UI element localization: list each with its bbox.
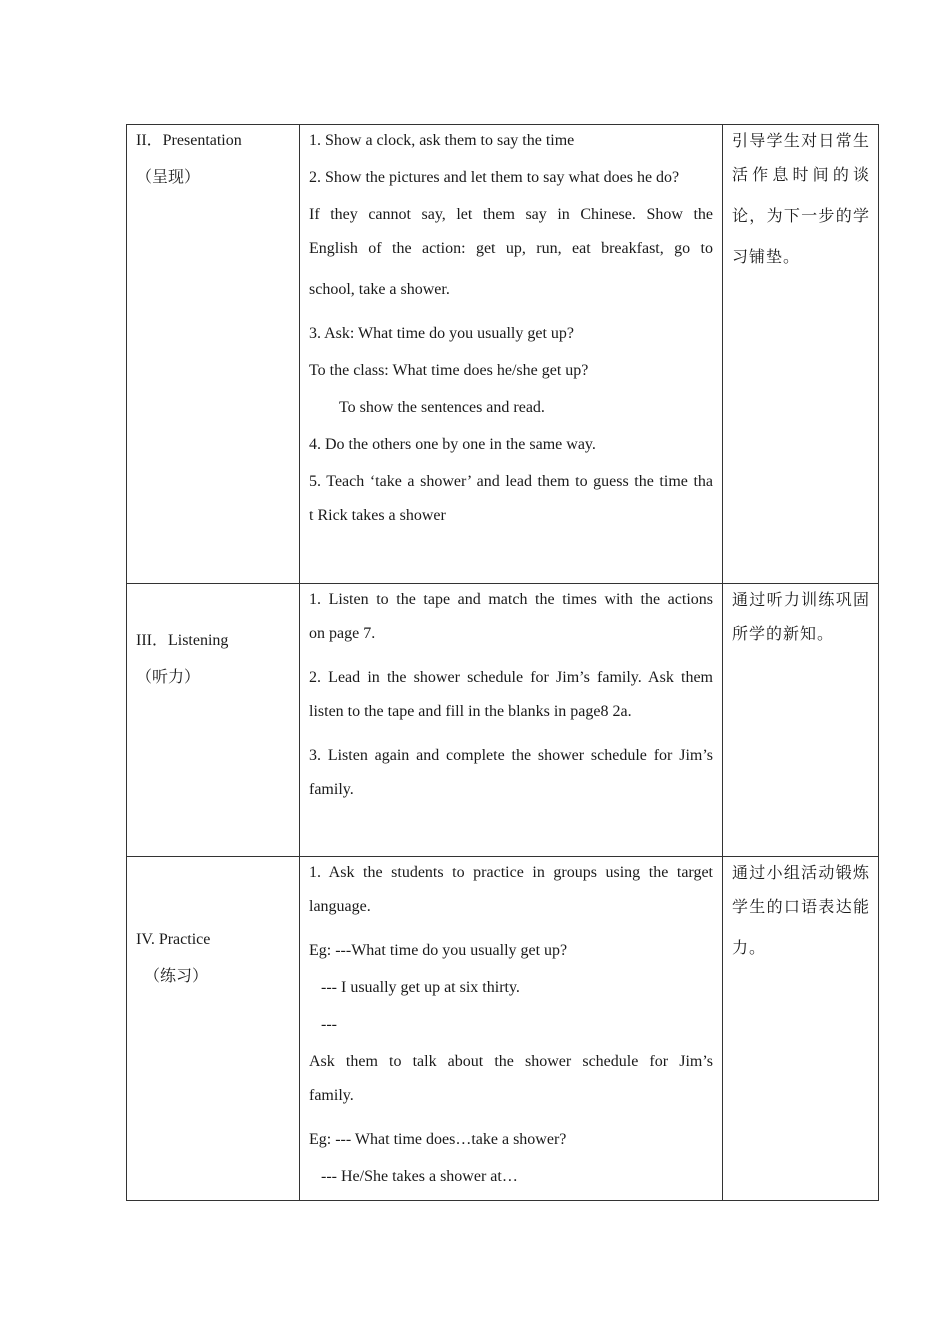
content-line: family. [309,1087,354,1104]
lesson-plan-table [126,124,879,1201]
stage-subtitle: （呈现） [136,169,201,186]
content-line: 3. Listen again and complete the shower schedule for Jim’s [309,747,713,764]
content-line: --- [321,1016,337,1033]
content-cell [300,857,723,1201]
note-line: 学生的口语表达能 [732,897,870,916]
note-line: 引导学生对日常生 [732,131,870,150]
stage-cell [127,125,300,584]
content-line: 2. Show the pictures and let them to say what does he do? [309,169,680,186]
note-line: 力。 [732,938,767,957]
content-line: listen to the tape and fill in the blanks in page8 2a. [309,703,632,720]
content-line: 1. Show a clock, ask them to say the time [309,132,575,149]
content-line: school, take a shower. [309,281,450,298]
content-line: language. [309,898,371,915]
table-row [127,125,879,584]
note-line: 通过听力训练巩固 [732,590,870,609]
stage-title: IV. Practice [136,931,211,948]
content-line: To the class: What time does he/she get up? [309,362,589,379]
content-line: 2. Lead in the shower schedule for Jim’s family. Ask them [309,669,713,686]
content-line: English of the action: get up, run, eat breakfast, go to [309,240,713,257]
note-line: 所学的新知。 [732,624,835,643]
stage-cell [127,857,300,1201]
stage-subtitle: （听力） [136,669,201,686]
content-line: 3. Ask: What time do you usually get up? [309,325,575,342]
content-line: To show the sentences and read. [339,399,545,416]
content-line: 5. Teach ‘take a shower’ and lead them to guess the time tha [309,473,713,490]
note-cell [723,857,879,1201]
stage-title: II．Presentation [136,132,242,149]
content-line: family. [309,781,354,798]
note-cell [723,584,879,857]
table-row [127,857,879,1201]
note-line: 论，为下一步的学 [732,206,870,225]
content-line: Eg: --- What time does…take a shower? [309,1131,567,1148]
content-line: Ask them to talk about the shower schedule for Jim’s [309,1053,713,1070]
content-line: 1. Ask the students to practice in groups using the target [309,864,713,881]
note-line: 活作息时间的谈 [732,165,870,184]
content-line: --- He/She takes a shower at… [321,1168,518,1185]
stage-title: III．Listening [136,632,229,649]
content-line: 1. Listen to the tape and match the times with the actions [309,591,713,608]
content-line: If they cannot say, let them say in Chinese. Show the [309,206,713,223]
content-cell [300,125,723,584]
note-line: 习铺垫。 [732,247,801,266]
stage-subtitle: （练习） [144,968,209,985]
content-line: on page 7. [309,625,376,642]
stage-cell [127,584,300,857]
content-line: --- I usually get up at six thirty. [321,979,520,996]
table-row [127,584,879,857]
content-line: 4. Do the others one by one in the same way. [309,436,596,453]
content-cell [300,584,723,857]
note-line: 通过小组活动锻炼 [732,863,870,882]
content-line: t Rick takes a shower [309,507,446,524]
note-cell [723,125,879,584]
content-line: Eg: ---What time do you usually get up? [309,942,568,959]
